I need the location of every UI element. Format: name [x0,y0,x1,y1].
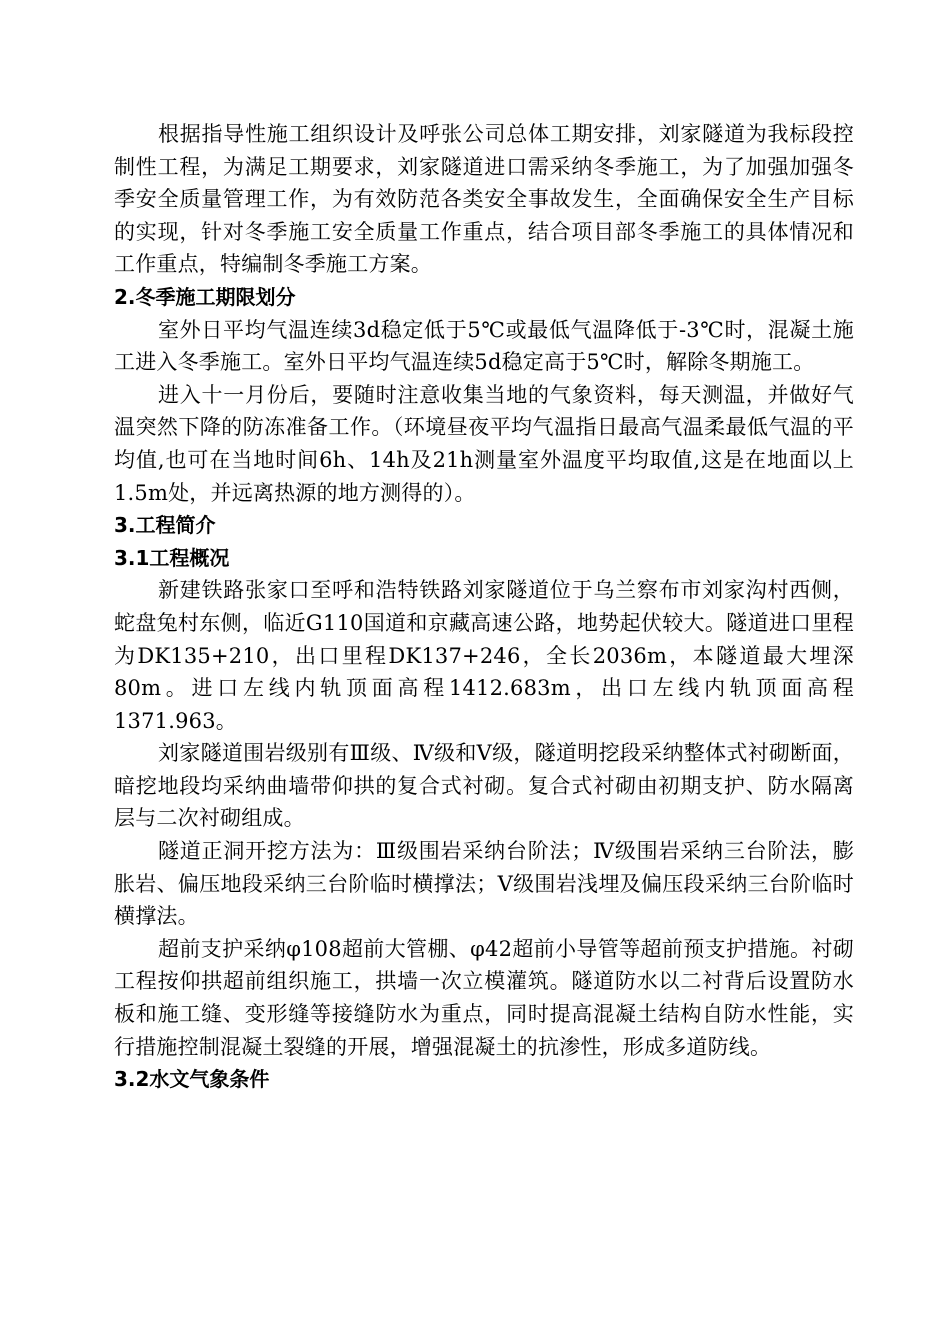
paragraph-excavation-method: 隧道正洞开挖方法为：Ⅲ级围岩采纳台阶法；Ⅳ级围岩采纳三台阶法，膨胀岩、偏压地段采纳三台阶临时横撑法；Ⅴ级围岩浅埋及偏压段采纳三台阶临时横撑法。 [114,839,854,929]
paragraph-rock-grades: 刘家隧道围岩级别有Ⅲ级、Ⅳ级和Ⅴ级，隧道明挖段采纳整体式衬砌断面，暗挖地段均采纳曲墙带仰拱的复合式衬砌。复合式衬砌由初期支护、防水隔离层与二次衬砌组成。 [114,741,854,831]
document-page [114,118,854,1096]
paragraph-winter-definition: 室外日平均气温连续3d稳定低于5℃或最低气温降低于-3℃时，混凝土施工进入冬季施工。室外日平均气温连续5d稳定高于5℃时，解除冬期施工。 [114,317,854,375]
paragraph-support-measures: 超前支护采纳φ108超前大管棚、φ42超前小导管等超前预支护措施。衬砌工程按仰拱超前组织施工，拱墙一次立模灌筑。隧道防水以二衬背后设置防水板和施工缝、变形缝等接缝防水为重点，同时提高混凝土结构自防水性能，实行措施控制混凝土裂缝的开展，增强混凝土的抗渗性，形成多道防线。 [114,936,854,1059]
heading-project-intro: 3.工程简介 [114,513,216,538]
heading-hydrology-weather: 3.2水文气象条件 [114,1067,270,1092]
paragraph-tunnel-location: 新建铁路张家口至呼和浩特铁路刘家隧道位于乌兰察布市刘家沟村西侧，蛇盘兔村东侧，临近G110国道和京藏高速公路，地势起伏较大。隧道进口里程为DK135+210，出口里程DK137+246，全长2036m，本隧道最大埋深80m。进口左线内轨顶面高程1412.683m，出口左线内轨顶面高程1371.963。 [114,578,855,733]
paragraph-intro: 根据指导性施工组织设计及呼张公司总体工期安排，刘家隧道为我标段控制性工程，为满足工期要求，刘家隧道进口需采纳冬季施工，为了加强加强冬季安全质量管理工作，为有效防范各类安全事故发生，全面确保安全生产目标的实现，针对冬季施工安全质量工作重点，结合项目部冬季施工的具体情况和工作重点，特编制冬季施工方案。 [114,122,854,277]
heading-project-overview: 3.1工程概况 [114,545,230,570]
paragraph-weather-monitoring: 进入十一月份后，要随时注意收集当地的气象资料，每天测温，并做好气温突然下降的防冻准备工作。（环境昼夜平均气温指日最高气温柔最低气温的平均值,也可在当地时间6h、14h及21h测量室外温度平均取值,这是在地面以上1.5m处，并远离热源的地方测得的）。 [114,382,854,505]
heading-winter-period: 2.冬季施工期限划分 [114,284,296,309]
